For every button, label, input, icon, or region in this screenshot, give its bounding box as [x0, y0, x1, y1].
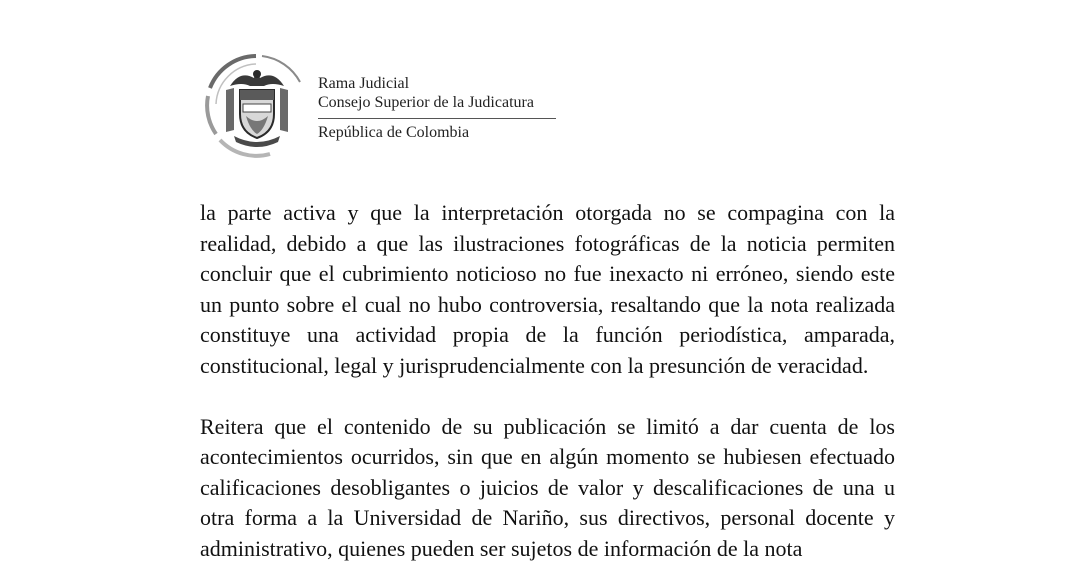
body-paragraph-2: Reitera que el contenido de su publicación se limitó a dar cuenta de los acontecimientos ocurridos, sin que en algún momento se hubiesen efectuado calificaciones desobligantes o juicios de valor y descalificaciones de una u otra forma a la Universidad de Nariño, sus directivos, personal docente y administrativo, quienes pueden ser sujetos de información de la nota [200, 413, 895, 561]
institution-name-block [318, 74, 556, 142]
institution-council: Consejo Superior de la Judicatura [318, 94, 534, 111]
letterhead-divider [318, 118, 556, 119]
document-body [200, 198, 895, 565]
institution-branch: Rama Judicial [318, 75, 410, 92]
letterhead [200, 52, 580, 162]
body-paragraph-1: la parte activa y que la interpretación otorgada no se compagina con la realidad, debido a que las ilustraciones fotográficas de la noticia permiten concluir que el cubrimiento noticioso no fue inexacto ni erróneo, siendo este un punto sobre el cual no hubo controversia, resaltando que la nota realizada constituye una actividad propia de la función periodística, amparada, constitucional, legal y jurisprudencialmente con la presunción de veracidad. [200, 200, 895, 378]
coat-of-arms-seal-icon [200, 52, 312, 158]
institution-country: República de Colombia [318, 124, 470, 141]
